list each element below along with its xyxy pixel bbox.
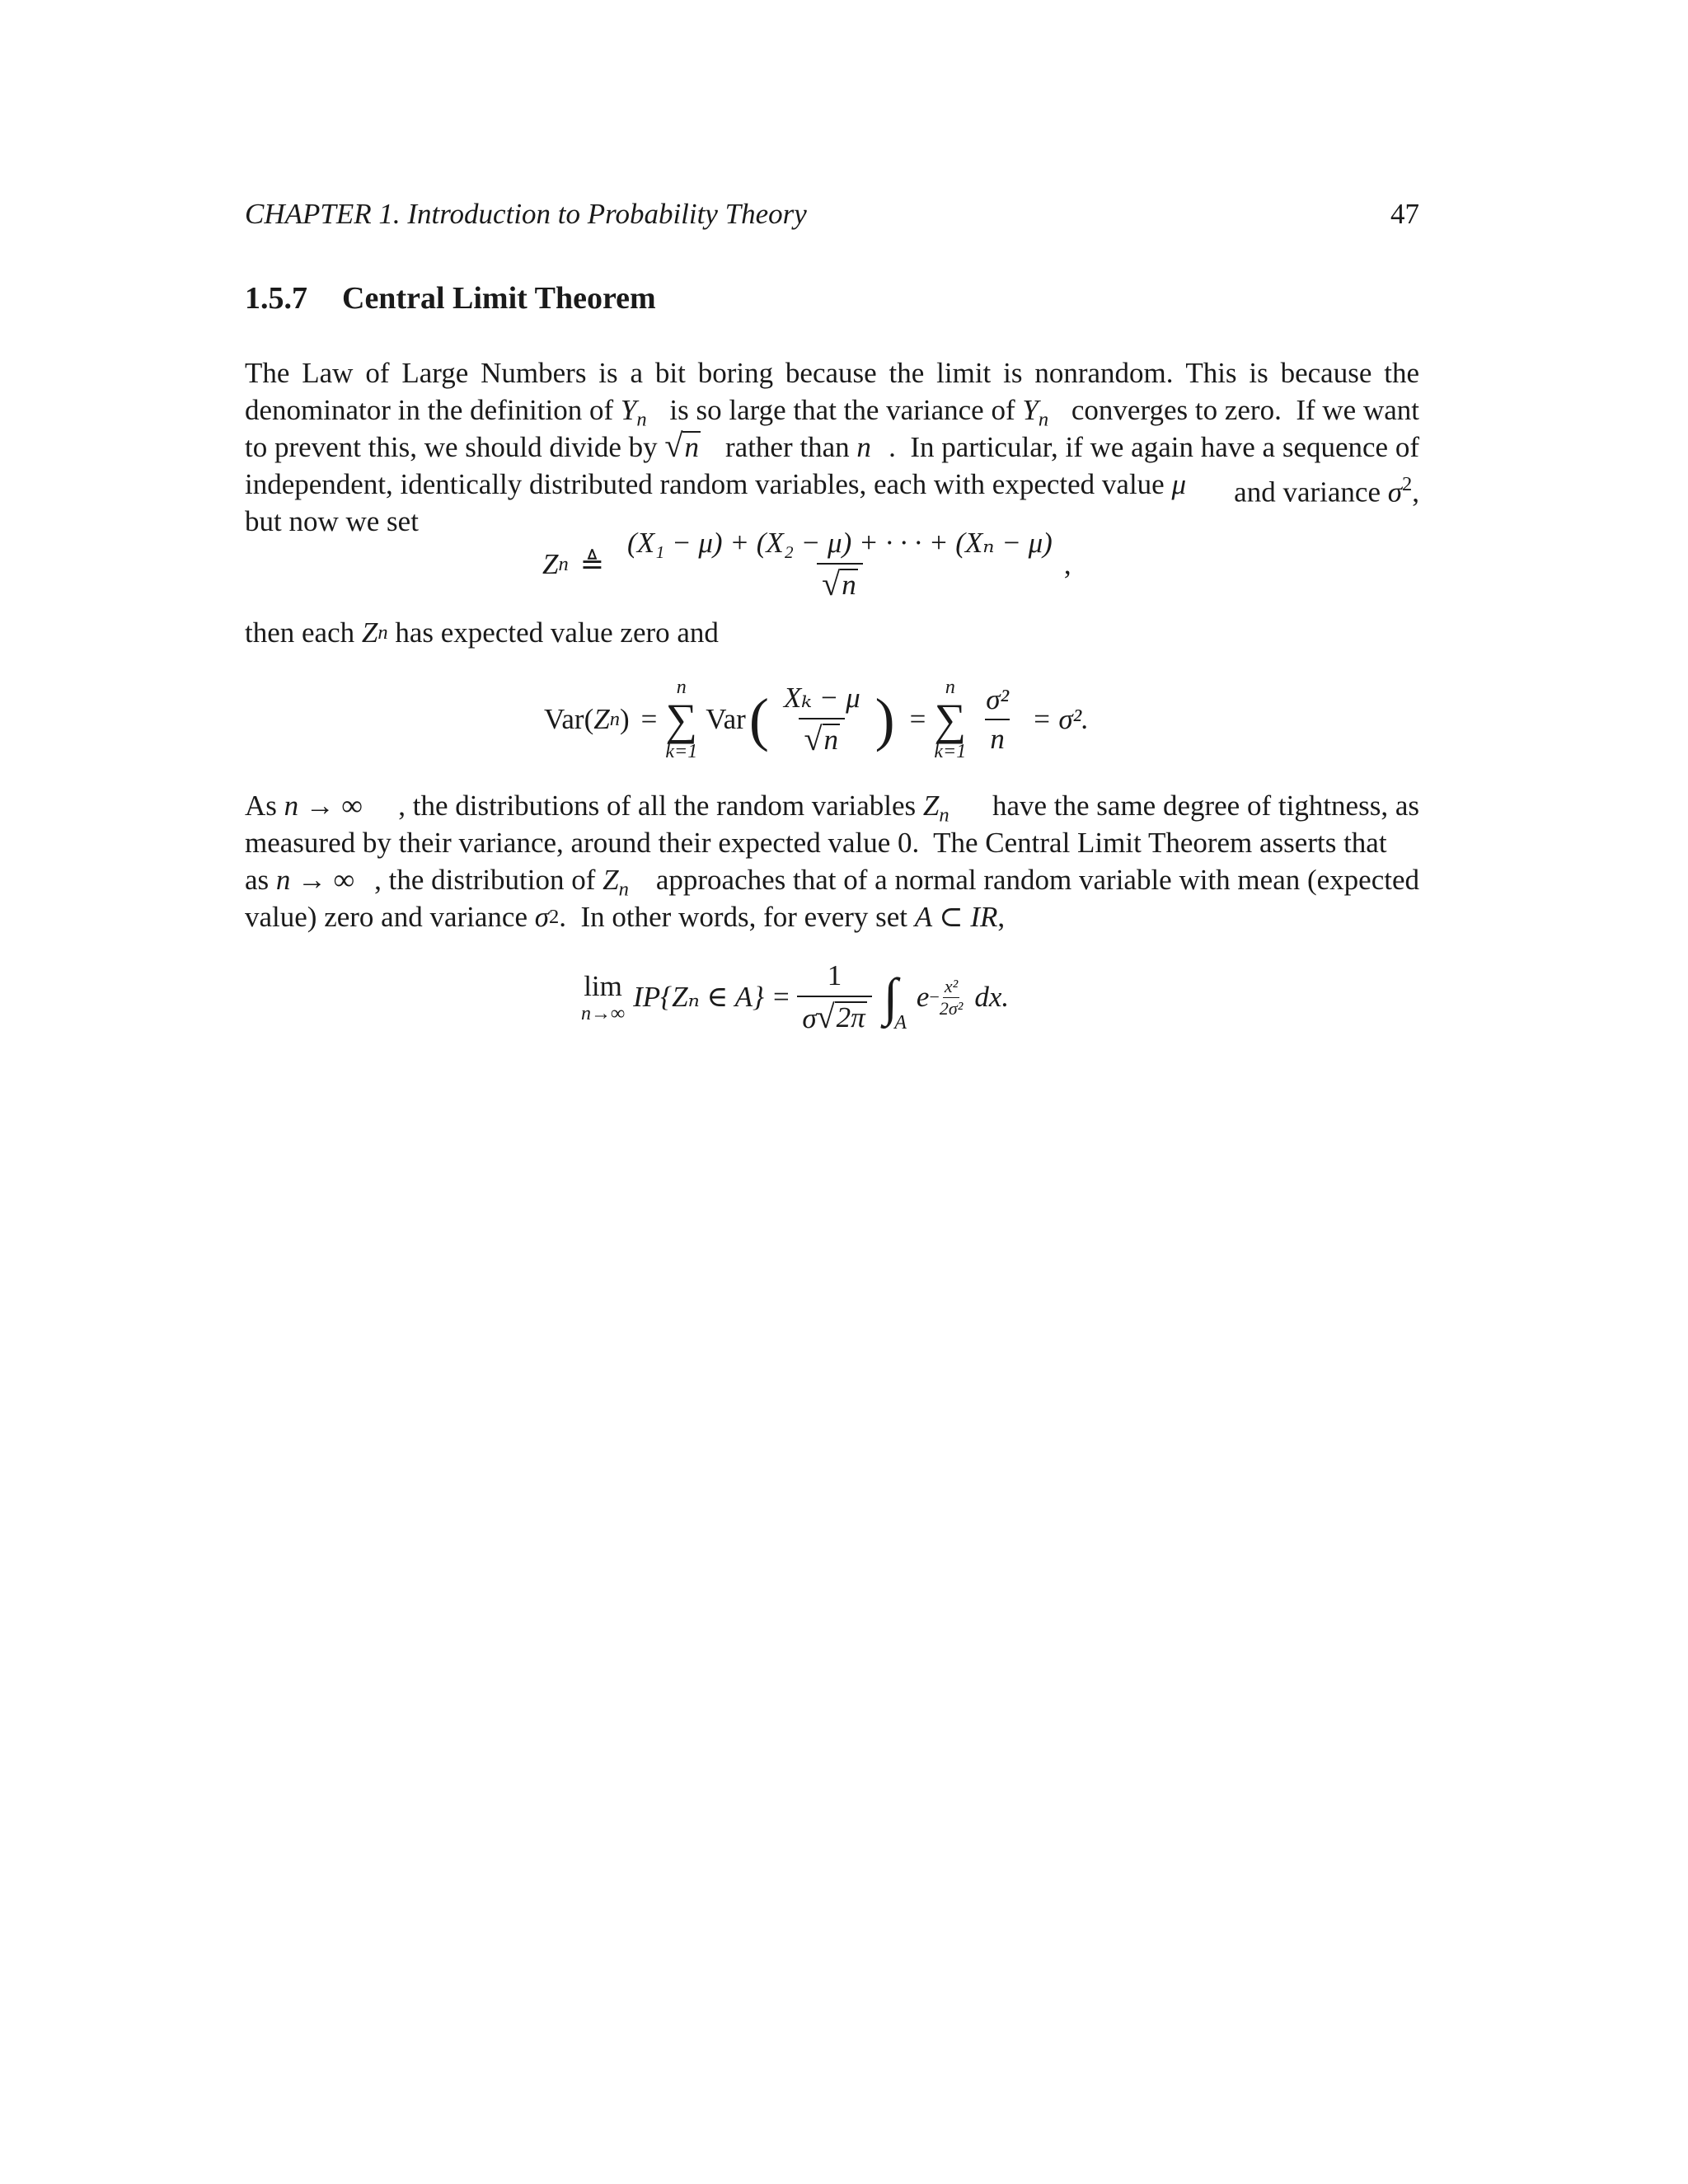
exponent-fraction: $\frac{\text{x²}}{\text{2σ²}}$ — [939, 975, 964, 1019]
para3-line-2: measured by their variance, around their expected value 0. The Central Limit Theorem asserts that — [245, 827, 1387, 859]
variance-inner-fraction: Xₖ − μ √ n — [783, 682, 860, 757]
sigma-over-n-fraction: $\frac{\text{σ²}}{n}$ — [986, 682, 1010, 755]
summation-1: n ∑ k=1 — [665, 677, 698, 762]
paragraph-clt — [245, 787, 1419, 935]
paragraph-intro — [245, 354, 1419, 540]
chapter-title: CHAPTER 1. Introduction to Probability Theory — [245, 198, 807, 230]
para3-line-1: As n → ∞ , the distributions of all the random variables $Z_n$ have the same degree of tightness, as — [245, 790, 1419, 827]
para1-line-2: denominator in the definition of $Y_n$ is so large that the variance of $Y_n$ converges to zero. If we want — [245, 394, 1419, 431]
para1-line-5: but now we set — [245, 505, 419, 537]
page-number: 47 — [1390, 198, 1419, 230]
running-head — [245, 198, 1419, 239]
zn-fraction: (X₁ − μ) + (X₂ − μ) + · · · + (Xₙ − μ) √ n — [627, 527, 1053, 602]
section-heading — [245, 280, 656, 316]
equation-clt-limit: lim n→∞ IP{Zₙ ∈ A} = 1 σ √ 2π ∫ A e − $\frac{\text{x²}}{\text{2σ²}}$ dx. — [581, 959, 1010, 1035]
paragraph-expected-value: then each Z n has expected value zero and — [245, 616, 719, 649]
summation-2: n ∑ k=1 — [934, 677, 967, 762]
para1-line-1: The Law of Large Numbers is a bit boring because the limit is nonrandom. This is because the — [245, 357, 1419, 389]
para3-line-4: value) zero and variance σ 2 . In other words, for every set A ⊂ IR , — [245, 901, 1006, 933]
para1-line-4: independent, identically distributed random variables, each with expected value μ and variance $\sigma^2$, — [245, 468, 1419, 509]
para1-line-3: to prevent this, we should divide by √ n rather than n . In particular, if we again have a sequence of — [245, 427, 1419, 464]
normal-constant-fraction: 1 σ √ 2π — [797, 960, 871, 1034]
equation-variance: Var ( Z n ) = n ∑ k=1 Var ( Xₖ − μ √ n ) = n ∑ k=1 $\frac{\text{σ²}}{n}$ = σ². — [544, 677, 1089, 762]
integral-sign: ∫ — [883, 968, 898, 1026]
section-number: 1.5.7 — [245, 281, 307, 316]
limit-operator: lim n→∞ — [581, 969, 626, 1024]
para3-line-3: as n → ∞ , the distribution of $Z_n$ approaches that of a normal random variable with mean (expected — [245, 864, 1419, 901]
equation-zn-definition: Z n ≜ (X₁ − μ) + (X₂ − μ) + · · · + (Xₙ − μ) √ n , — [542, 527, 1071, 602]
section-title: Central Limit Theorem — [342, 281, 656, 316]
